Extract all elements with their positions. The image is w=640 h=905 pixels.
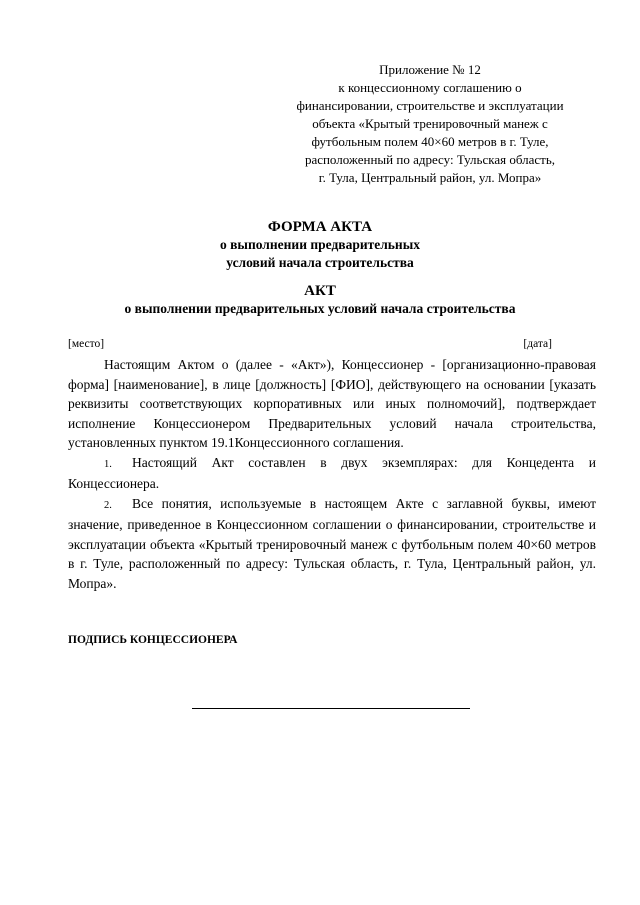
form-title-sub: о выполнении предварительных bbox=[219, 237, 421, 252]
place-date-row bbox=[68, 338, 552, 350]
list-item bbox=[68, 494, 596, 594]
form-title bbox=[0, 218, 640, 272]
place-placeholder: [место] bbox=[68, 338, 105, 350]
signature-label: ПОДПИСЬ КОНЦЕССИОНЕРА bbox=[68, 634, 238, 646]
list-item bbox=[68, 453, 596, 494]
item-text: Настоящий Акт составлен в двух экземплярах: для Концедента и Концессионера. bbox=[68, 454, 596, 491]
act-body bbox=[68, 355, 596, 593]
act-title-main: АКТ bbox=[304, 283, 336, 299]
item-text: Все понятия, используемые в настоящем Акте с заглавной буквы, имеют значение, приведенное в Концессионном соглашении о финансировании, строительстве и эксплуатации объекта «Крытый тренировочный манеж с футбольным полем 40×60 метров в г. Туле, расположенный по адресу: Тульская область, г. Тула, Центральный район, ул. Мопра». bbox=[68, 495, 596, 591]
appendix-line: Приложение № 12 bbox=[379, 62, 481, 77]
item-number: 2. bbox=[104, 499, 112, 511]
appendix-header bbox=[270, 61, 590, 187]
item-number: 1. bbox=[104, 458, 112, 470]
date-placeholder: [дата] bbox=[523, 338, 552, 350]
appendix-line: расположенный по адресу: Тульская область, bbox=[304, 152, 556, 167]
appendix-line: г. Тула, Центральный район, ул. Мопра» bbox=[318, 170, 542, 185]
act-title bbox=[0, 282, 640, 318]
signature-line bbox=[192, 708, 470, 709]
intro-paragraph: Настоящим Актом о (далее - «Акт»), Концессионер - [организационно-правовая форма] [наименование], в лице [должность] [ФИО], действующего на основании [указать реквизиты соответствующих корпоративных или иных полномочий], подтверждает исполнение Концессионером Предварительных условий начала строительства, установленных пунктом 19.1Концессионного соглашения. bbox=[68, 357, 596, 450]
appendix-line: к концессионному соглашению о bbox=[338, 80, 522, 95]
appendix-line: объекта «Крытый тренировочный манеж с bbox=[312, 116, 548, 131]
form-title-sub: условий начала строительства bbox=[226, 255, 414, 270]
act-title-sub: о выполнении предварительных условий начала строительства bbox=[124, 301, 516, 316]
appendix-line: финансировании, строительстве и эксплуатации bbox=[296, 98, 564, 113]
appendix-line: футбольным полем 40×60 метров в г. Туле, bbox=[311, 134, 549, 149]
form-title-main: ФОРМА АКТА bbox=[267, 219, 373, 235]
